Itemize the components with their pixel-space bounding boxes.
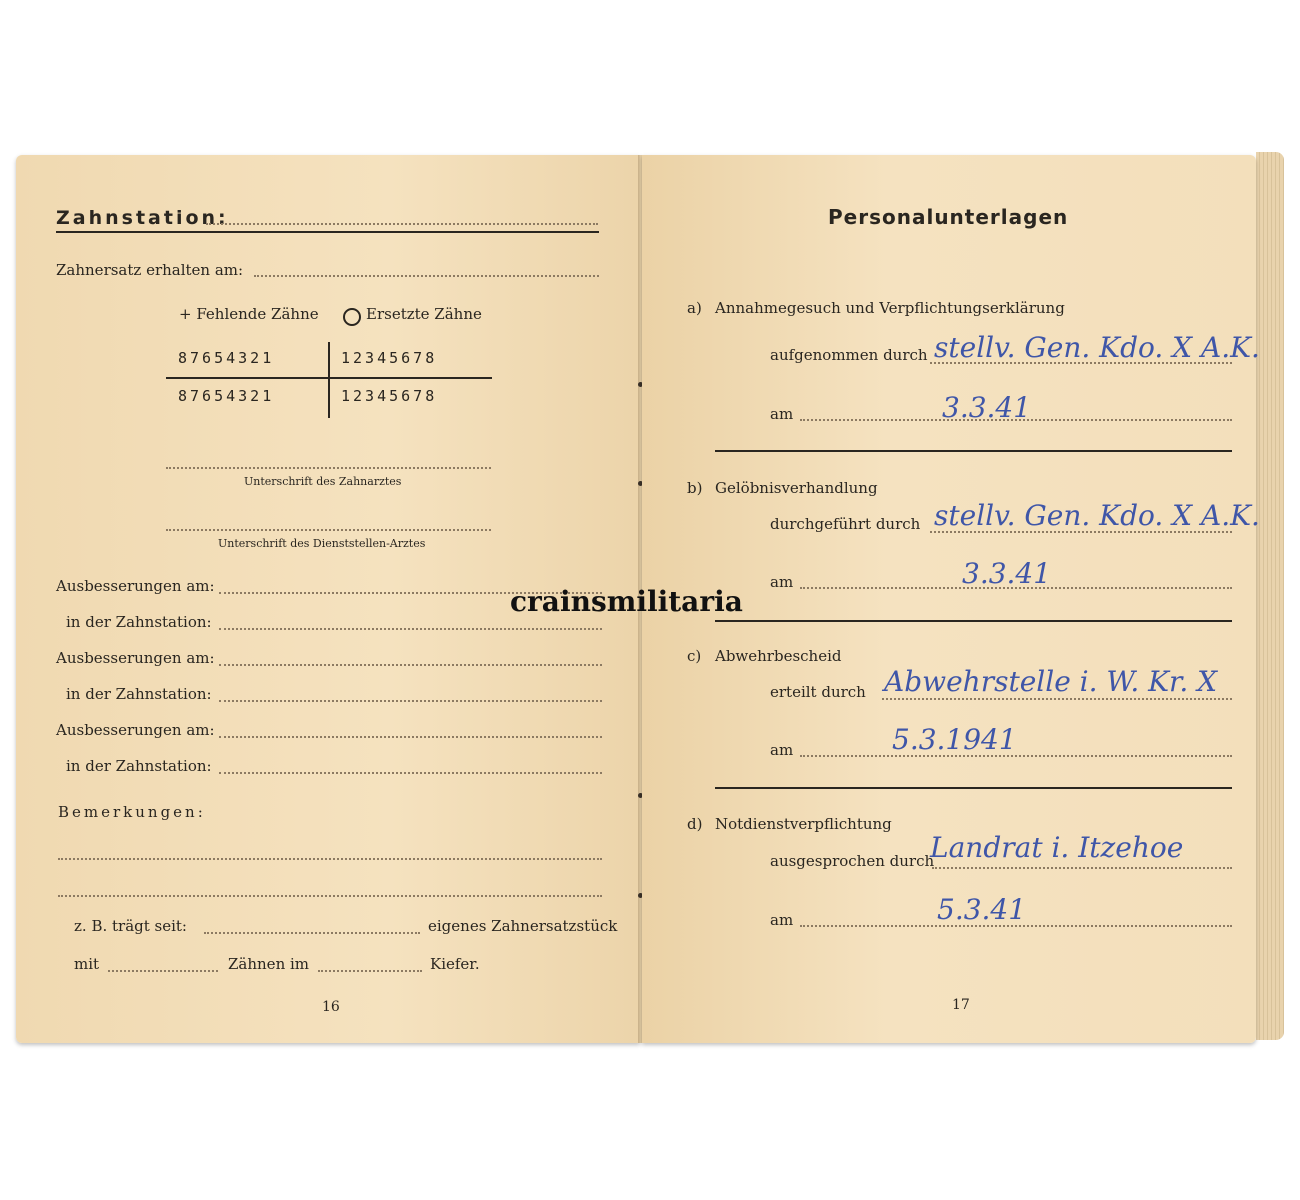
section-d-am-handwriting: 5.3.41	[937, 893, 1027, 926]
sig-unit-doctor-dots	[166, 529, 491, 531]
teeth-vertical-rule	[328, 342, 330, 418]
remarks-line-2	[58, 895, 602, 897]
repair-2-station-dots	[219, 700, 602, 702]
teeth-lower-right: 12345678	[341, 387, 438, 405]
section-d-title: Notdienstverpflichtung	[715, 815, 892, 833]
sig-dentist-label: Unterschrift des Zahnarztes	[244, 475, 402, 488]
teeth-lower-left: 87654321	[178, 387, 275, 405]
section-b-letter: b)	[687, 479, 703, 497]
teeth-upper-right: 12345678	[341, 349, 438, 367]
legend-replaced: Ersetzte Zähne	[366, 305, 482, 323]
sig-unit-doctor-label: Unterschrift des Dienststellen-Arztes	[218, 537, 426, 550]
circle-icon	[343, 308, 361, 326]
repair-3-dots	[219, 736, 602, 738]
sig-dentist-dots	[166, 467, 491, 469]
section-d-by-label: ausgesprochen durch	[770, 852, 935, 870]
section-d-am-label: am	[770, 911, 794, 929]
repair-2-dots	[219, 664, 602, 666]
mit-label: mit	[74, 955, 100, 973]
section-b-am-label: am	[770, 573, 794, 591]
page-edge-stack	[1256, 152, 1284, 1040]
section-d-letter: d)	[687, 815, 703, 833]
section-a-by-label: aufgenommen durch	[770, 346, 928, 364]
section-b-rule	[715, 620, 1232, 622]
zahnersatz-label: Zahnersatz erhalten am:	[56, 261, 244, 279]
heading-rule	[56, 231, 599, 233]
section-b-title: Gelöbnisverhandlung	[715, 479, 878, 497]
section-b-by-label: durchgeführt durch	[770, 515, 921, 533]
zaehnen-im-label: Zähnen im	[228, 955, 310, 973]
mit-dots	[108, 970, 218, 972]
remarks-label: Bemerkungen:	[58, 803, 206, 821]
repair-1-label: Ausbesserungen am:	[56, 577, 215, 595]
section-c-am-label: am	[770, 741, 794, 759]
section-a-am-label: am	[770, 405, 794, 423]
repair-2-label: Ausbesserungen am:	[56, 649, 215, 667]
zb-dots	[204, 932, 420, 934]
repair-3-label: Ausbesserungen am:	[56, 721, 215, 739]
section-c-by-dots	[882, 698, 1232, 700]
kiefer-dots	[318, 970, 422, 972]
repair-3-station-dots	[219, 772, 602, 774]
section-c-rule	[715, 787, 1232, 789]
remarks-line-1	[58, 858, 602, 860]
repair-2-station: in der Zahnstation:	[66, 685, 212, 703]
zb-label: z. B. trägt seit:	[74, 917, 187, 935]
zahnstation-heading: Zahnstation:	[56, 207, 229, 229]
section-c-letter: c)	[687, 647, 702, 665]
section-c-am-handwriting: 5.3.1941	[892, 723, 1017, 756]
personalunterlagen-heading: Personalunterlagen	[828, 205, 1069, 229]
section-b-by-handwriting: stellv. Gen. Kdo. X A.K.	[934, 499, 1260, 532]
teeth-upper-left: 87654321	[178, 349, 275, 367]
section-c-by-handwriting: Abwehrstelle i. W. Kr. X	[884, 665, 1218, 698]
section-a-am-handwriting: 3.3.41	[942, 391, 1032, 424]
page-number-left: 16	[322, 999, 340, 1015]
section-c-title: Abwehrbescheid	[715, 647, 842, 665]
zb-suffix: eigenes Zahnersatzstück	[428, 917, 618, 935]
section-a-rule	[715, 450, 1232, 452]
watermark: crainsmilitaria	[510, 585, 743, 618]
kiefer-label: Kiefer.	[430, 955, 480, 973]
repair-3-station: in der Zahnstation:	[66, 757, 212, 775]
zahnstation-dots	[206, 223, 598, 225]
section-c-by-label: erteilt durch	[770, 683, 866, 701]
section-a-letter: a)	[687, 299, 702, 317]
section-d-by-dots	[932, 867, 1232, 869]
repair-1-station: in der Zahnstation:	[66, 613, 212, 631]
section-a-title: Annahmegesuch und Verpflichtungserklärung	[715, 299, 1065, 317]
section-b-am-handwriting: 3.3.41	[962, 557, 1052, 590]
section-d-by-handwriting: Landrat i. Itzehoe	[930, 831, 1184, 864]
zahnersatz-dots	[254, 275, 599, 277]
section-a-by-handwriting: stellv. Gen. Kdo. X A.K.	[934, 331, 1260, 364]
repair-1-station-dots	[219, 628, 602, 630]
legend-missing: + Fehlende Zähne	[179, 305, 319, 323]
page-number-right: 17	[952, 997, 970, 1013]
